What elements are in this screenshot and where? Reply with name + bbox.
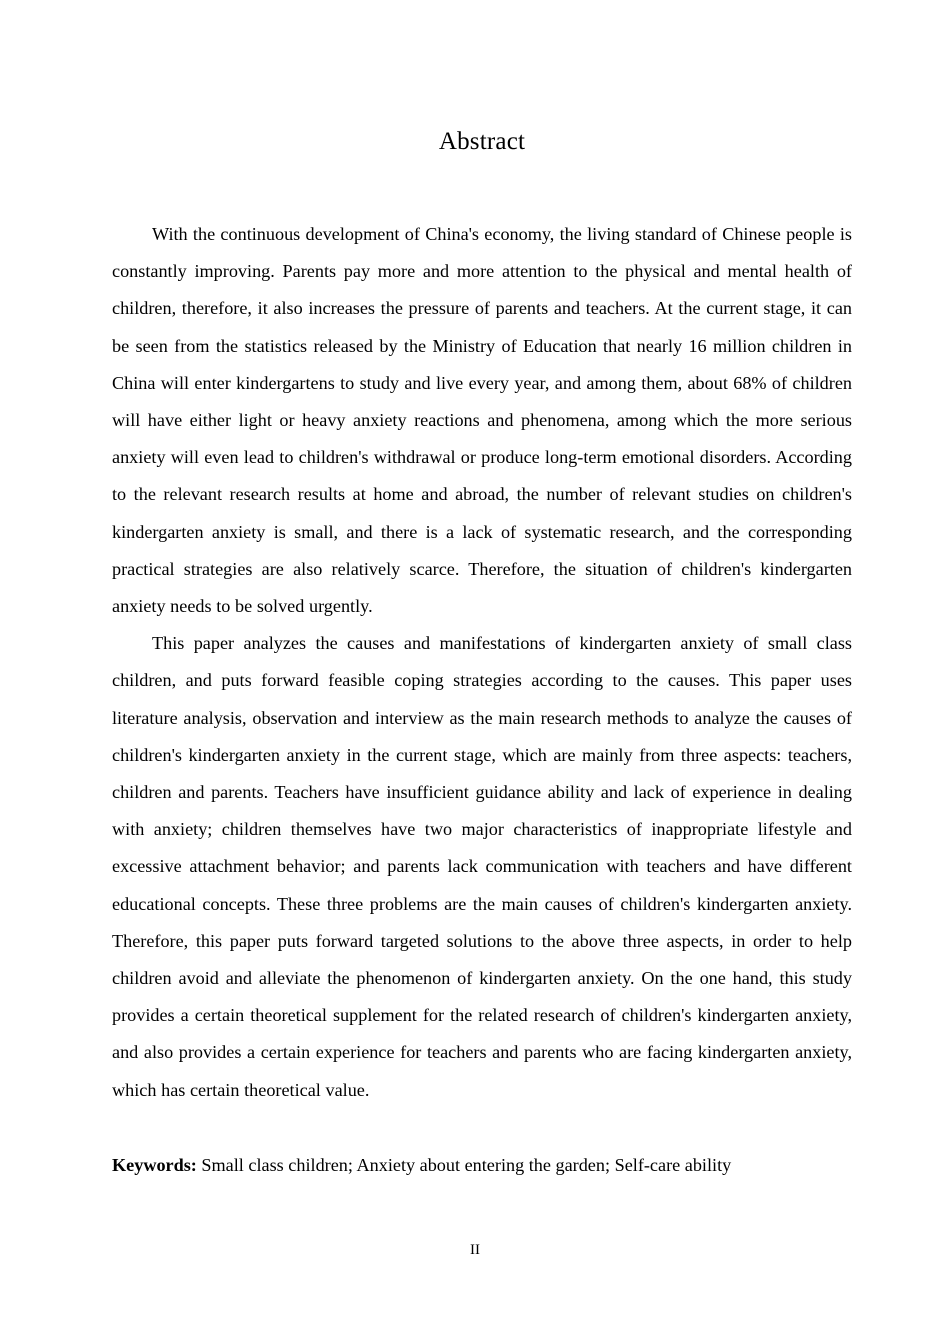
keywords-value: Small class children; Anxiety about entering the garden; Self-care ability <box>196 1154 732 1175</box>
keywords-label: Keywords: <box>112 1154 197 1175</box>
page-content <box>112 0 852 1184</box>
keywords-line <box>112 1109 852 1184</box>
abstract-paragraph-2: This paper analyzes the causes and manifestations of kindergarten anxiety of small class children, and puts forward feasible coping strategies according to the causes. This paper uses literature analysis, observation and interview as the main research methods to analyze the causes of children's kindergarten anxiety in the current stage, which are mainly from three aspects: teachers, children and parents. Teachers have insufficient guidance ability and lack of experience in dealing with anxiety; children themselves have two major characteristics of inappropriate lifestyle and excessive attachment behavior; and parents lack communication with teachers and have different educational concepts. These three problems are the main causes of children's kindergarten anxiety. Therefore, this paper puts forward targeted solutions to the above three aspects, in order to help children avoid and alleviate the phenomenon of kindergarten anxiety. On the one hand, this study provides a certain theoretical supplement for the related research of children's kindergarten anxiety, and also provides a certain experience for teachers and parents who are facing kindergarten anxiety, which has certain theoretical value. <box>112 633 852 1100</box>
abstract-paragraph-1: With the continuous development of China's economy, the living standard of Chinese people is constantly improving. Parents pay more and more attention to the physical and mental health of children, therefore, it also increases the pressure of parents and teachers. At the current stage, it can be seen from the statistics released by the Ministry of Education that nearly 16 million children in China will enter kindergartens to study and live every year, and among them, about 68% of children will have either light or heavy anxiety reactions and phenomena, among which the more serious anxiety will even lead to children's withdrawal or produce long-term emotional disorders. According to the relevant research results at home and abroad, the number of relevant studies on children's kindergarten anxiety is small, and there is a lack of systematic research, and the corresponding practical strategies are also relatively scarce. Therefore, the situation of children's kindergarten anxiety needs to be solved urgently. <box>112 224 852 617</box>
page-title: Abstract <box>438 128 526 155</box>
abstract-body <box>112 216 852 1109</box>
page-number: II <box>470 1242 480 1258</box>
